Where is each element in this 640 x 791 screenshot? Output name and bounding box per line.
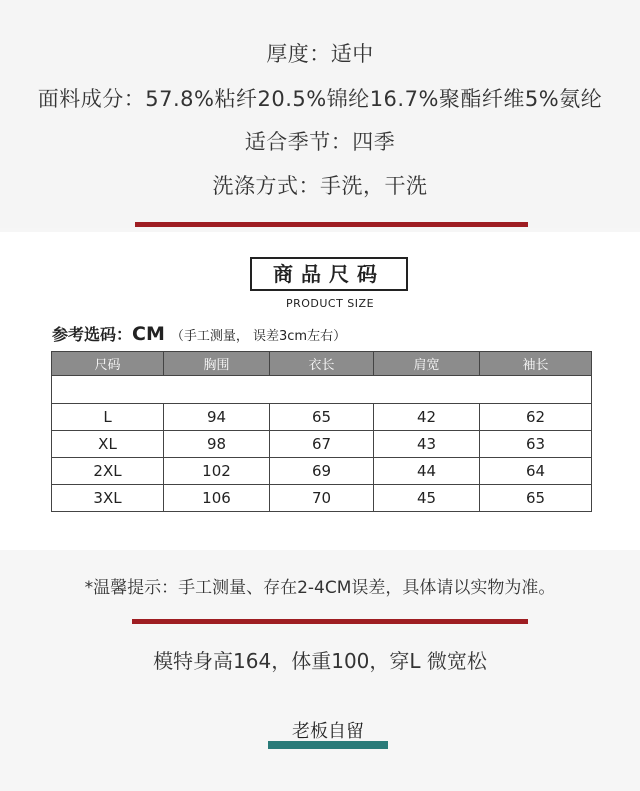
ref-label: 参考选码： <box>52 325 133 344</box>
table-row <box>52 404 592 431</box>
cell-sleeve: 65 <box>480 485 592 512</box>
size-subtitle: PRODUCT SIZE <box>285 297 375 310</box>
cell-sleeve: 63 <box>480 431 592 458</box>
header-size: 尺码 <box>52 352 164 376</box>
cell-chest: 106 <box>164 485 270 512</box>
model-note: 模特身高164，体重100，穿L 微宽松 <box>153 649 487 673</box>
footer-label-block <box>268 717 388 751</box>
header-length: 衣长 <box>270 352 374 376</box>
cell-sleeve: 62 <box>480 404 592 431</box>
cell-length: 67 <box>270 431 374 458</box>
ref-note: （手工测量， 误差3cm左右） <box>170 329 347 344</box>
ref-unit: CM <box>132 323 165 345</box>
measurement-tip: *温馨提示：手工测量、存在2-4CM误差，具体请以实物为准。 <box>84 578 556 598</box>
fabric-line: 面料成分：57.8%粘纤20.5%锦纶16.7%聚酯纤维5%氨纶 <box>37 87 603 111</box>
thickness-line: 厚度：适中 <box>266 42 374 66</box>
cell-shoulder: 44 <box>374 458 480 485</box>
cell-chest: 98 <box>164 431 270 458</box>
cell-size: XL <box>52 431 164 458</box>
cell-length: 70 <box>270 485 374 512</box>
table-row <box>52 458 592 485</box>
cell-chest: 94 <box>164 404 270 431</box>
bottom-divider <box>132 619 528 624</box>
cell-length: 69 <box>270 458 374 485</box>
cell-chest: 102 <box>164 458 270 485</box>
season-line: 适合季节：四季 <box>244 130 396 154</box>
table-header-row <box>52 352 592 376</box>
top-divider <box>135 222 528 227</box>
table-row <box>52 485 592 512</box>
cell-size: 2XL <box>52 458 164 485</box>
table-blank-row <box>52 376 592 404</box>
cell-shoulder: 45 <box>374 485 480 512</box>
size-title: 商品尺码 <box>250 257 408 291</box>
cell-sleeve: 64 <box>480 458 592 485</box>
footer-label: 老板自留 <box>292 721 364 742</box>
cell-shoulder: 42 <box>374 404 480 431</box>
specs-section <box>0 0 640 228</box>
header-sleeve: 袖长 <box>480 352 592 376</box>
cell-shoulder: 43 <box>374 431 480 458</box>
cell-length: 65 <box>270 404 374 431</box>
size-reference <box>52 322 346 345</box>
cell-size: L <box>52 404 164 431</box>
size-table <box>51 351 592 512</box>
washing-line: 洗涤方式：手洗，干洗 <box>212 174 428 198</box>
header-chest: 胸围 <box>164 352 270 376</box>
cell-size: 3XL <box>52 485 164 512</box>
header-shoulder: 肩宽 <box>374 352 480 376</box>
table-row <box>52 431 592 458</box>
